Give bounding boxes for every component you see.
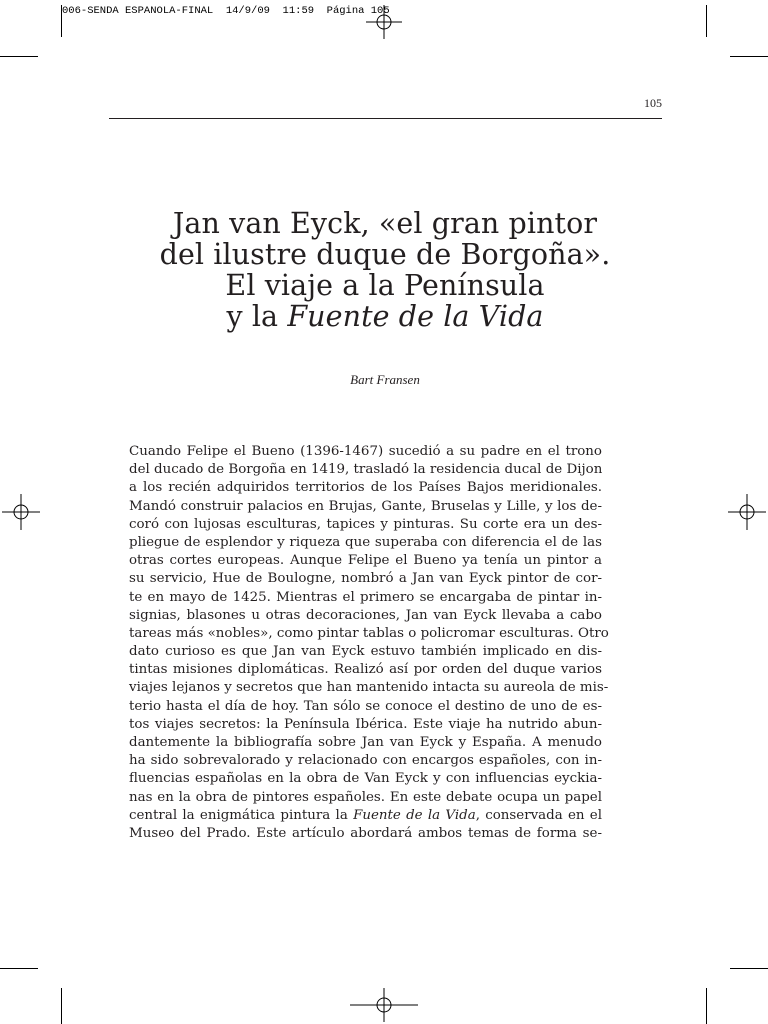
crop-mark-top-left-h: [0, 56, 38, 57]
body-line: viajes lejanos y secretos que han mantenido intacta su aureola de mis-: [129, 680, 609, 696]
body-line: tintas misiones diplomáticas. Realizó así por orden del duque varios: [129, 662, 602, 678]
body-line: coró con lujosas esculturas, tapices y pinturas. Su corte era un des-: [129, 516, 602, 532]
crop-mark-top-right-v: [706, 5, 707, 37]
printer-slug: 006-SENDA ESPANOLA-FINAL 14/9/09 11:59 Página 105: [62, 5, 390, 17]
article-title: [100, 208, 670, 332]
body-line: tareas más «nobles», como pintar tablas o policromar esculturas. Otro: [129, 625, 609, 641]
body-line: Museo del Prado. Este artículo abordará ambos temas de forma se-: [129, 825, 602, 841]
registration-mark-left-icon: [2, 492, 40, 532]
body-line: Mandó construir palacios en Brujas, Gante, Bruselas y Lille, y los de-: [129, 498, 602, 514]
body-line: dantemente la bibliografía sobre Jan van Eyck y España. A menudo: [129, 735, 602, 750]
body-line: dato curioso es que Jan van Eyck estuvo también implicado en dis-: [129, 644, 602, 660]
body-line: [129, 807, 602, 825]
title-line: [100, 301, 670, 332]
header-rule: [109, 118, 662, 119]
body-line: nas en la obra de pintores españoles. En este debate ocupa un papel: [129, 789, 602, 805]
body-line: Cuando Felipe el Bueno (1396-1467) sucedió a su padre en el trono: [129, 444, 602, 459]
body-line: su servicio, Hue de Boulogne, nombró a Jan van Eyck pintor de cor-: [129, 571, 602, 587]
author-name: Bart Fransen: [350, 372, 420, 387]
crop-mark-bottom-left-v: [61, 988, 62, 1024]
italic-work-title: Fuente de la Vida: [353, 807, 476, 823]
body-line: a los recién adquiridos territorios de los Países Bajos meridionales.: [129, 480, 602, 496]
body-line: tos viajes secretos: la Península Ibérica. Este viaje ha nutrido abun-: [129, 716, 602, 732]
body-line: del ducado de Borgoña en 1419, trasladó la residencia ducal de Dijon: [129, 462, 603, 478]
body-line: fluencias españolas en la obra de Van Eyck y con influencias eyckia-: [129, 771, 602, 787]
registration-mark-bottom-icon: [350, 988, 418, 1022]
body-paragraph: [129, 443, 609, 843]
title-line: Jan van Eyck, «el gran pintor: [172, 207, 598, 240]
crop-mark-top-right-h: [730, 56, 768, 57]
title-italic-work: Fuente de la Vida: [287, 300, 544, 333]
body-line: pliegue de esplendor y riqueza que superaba con diferencia el de las: [129, 534, 602, 550]
crop-mark-top-left-v: [61, 5, 62, 37]
body-line: terio hasta el día de hoy. Tan sólo se conoce el destino de uno de es-: [129, 698, 602, 714]
title-line: del ilustre duque de Borgoña».: [159, 238, 611, 271]
title-line: El viaje a la Península: [225, 269, 545, 302]
crop-mark-bottom-right-h: [730, 968, 768, 969]
crop-mark-bottom-left-h: [0, 968, 38, 969]
body-line: ha sido sobrevalorado y relacionado con encargos españoles, con in-: [129, 753, 602, 769]
crop-mark-bottom-right-v: [706, 988, 707, 1024]
title-line-prefix: y la: [226, 300, 288, 333]
body-line: otras cortes europeas. Aunque Felipe el Bueno ya tenía un pintor a: [129, 553, 602, 569]
body-line: signias, blasones u otras decoraciones, Jan van Eyck llevaba a cabo: [129, 607, 602, 623]
body-text-run: central la enigmática pintura la: [129, 807, 354, 823]
body-line: te en mayo de 1425. Mientras el primero se encargaba de pintar in-: [129, 589, 602, 605]
registration-mark-top-icon: [364, 5, 404, 39]
registration-mark-right-icon: [728, 492, 766, 532]
page-number: 105: [644, 96, 662, 110]
body-text-run: , conservada en el: [475, 807, 602, 823]
